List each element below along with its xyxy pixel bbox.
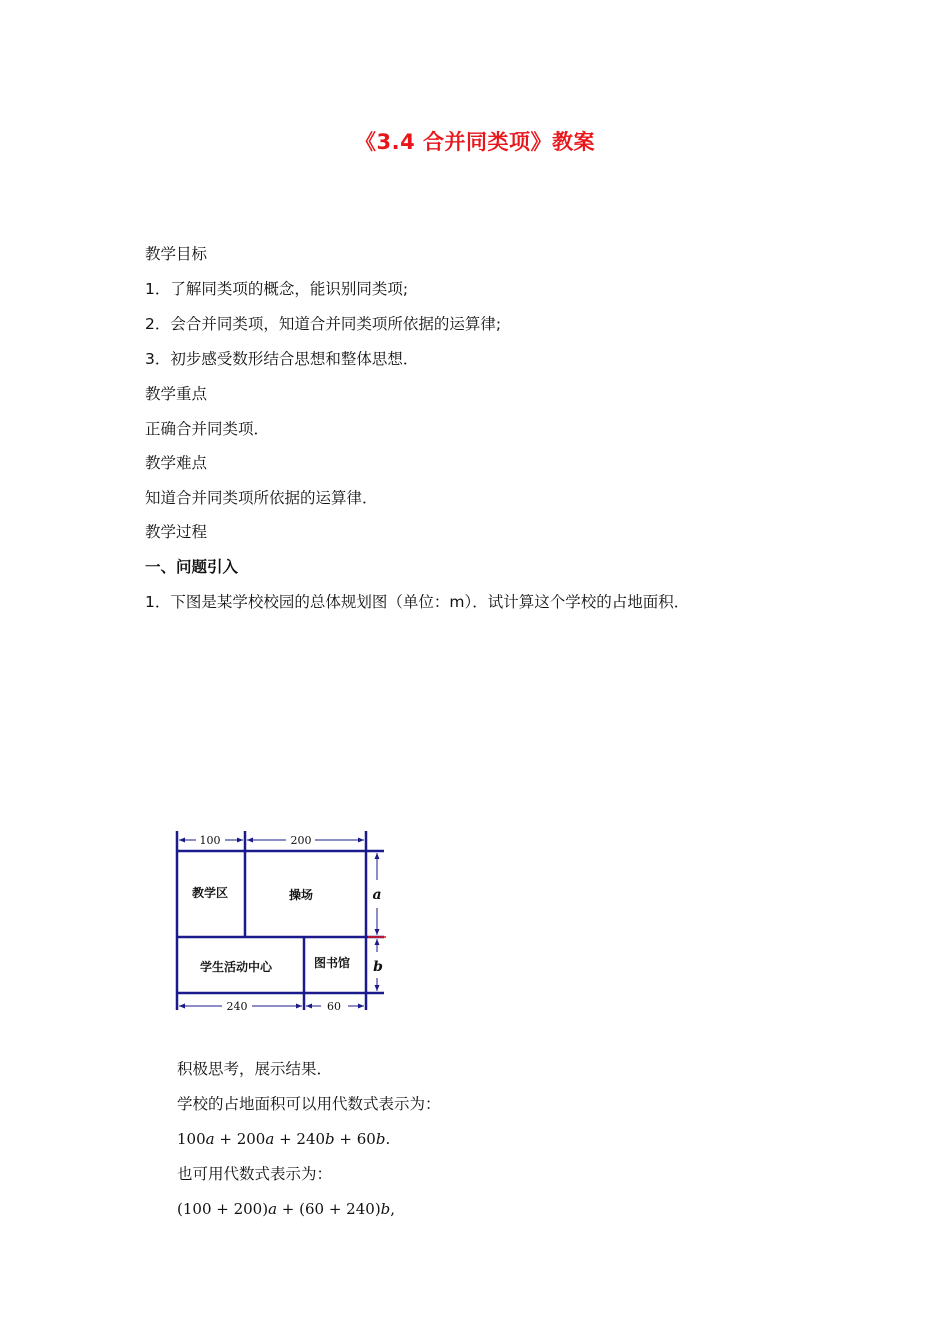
campus-plan-diagram xyxy=(168,826,398,1021)
region-teaching-area: 教学区 xyxy=(191,886,229,900)
expression-1: 100a + 200a + 240b + 60b. xyxy=(177,1130,391,1148)
key-points-text: 正确合并同类项． xyxy=(145,420,270,438)
goals-heading: 教学目标 xyxy=(145,245,208,263)
side-label-a: a xyxy=(372,887,382,903)
goal-item-1: 1．了解同类项的概念，能识别同类项; xyxy=(145,280,409,298)
expression-2: (100 + 200)a + (60 + 240)b, xyxy=(177,1200,396,1218)
region-library: 图书馆 xyxy=(313,956,351,970)
document-title: 《3.4 合并同类项》教案 xyxy=(354,130,595,154)
difficulty-heading: 教学难点 xyxy=(145,454,208,472)
process-heading: 教学过程 xyxy=(145,523,208,541)
region-playground: 操场 xyxy=(288,888,314,902)
part-one-heading: 一、问题引入 xyxy=(145,558,239,576)
top-dimension-100: 100 xyxy=(199,834,221,847)
goal-item-2: 2．会合并同类项，知道合并同类项所依据的运算律; xyxy=(145,315,502,333)
top-dimension-200: 200 xyxy=(290,834,312,847)
region-activity-center: 学生活动中心 xyxy=(199,960,273,974)
answer-line-1: 积极思考，展示结果． xyxy=(177,1060,333,1078)
question-1: 1．下图是某学校校园的总体规划图（单位：m）．试计算这个学校的占地面积． xyxy=(145,593,690,611)
key-points-heading: 教学重点 xyxy=(145,385,208,403)
goal-item-3: 3．初步感受数形结合思想和整体思想． xyxy=(145,350,419,368)
answer-line-2: 学校的占地面积可以用代数式表示为： xyxy=(177,1095,441,1113)
difficulty-text: 知道合并同类项所依据的运算律． xyxy=(145,489,378,507)
bottom-dimension-60: 60 xyxy=(327,1000,341,1013)
bottom-dimension-240: 240 xyxy=(226,1000,248,1013)
answer-line-3: 也可用代数式表示为： xyxy=(177,1165,333,1183)
side-label-b: b xyxy=(373,959,383,975)
